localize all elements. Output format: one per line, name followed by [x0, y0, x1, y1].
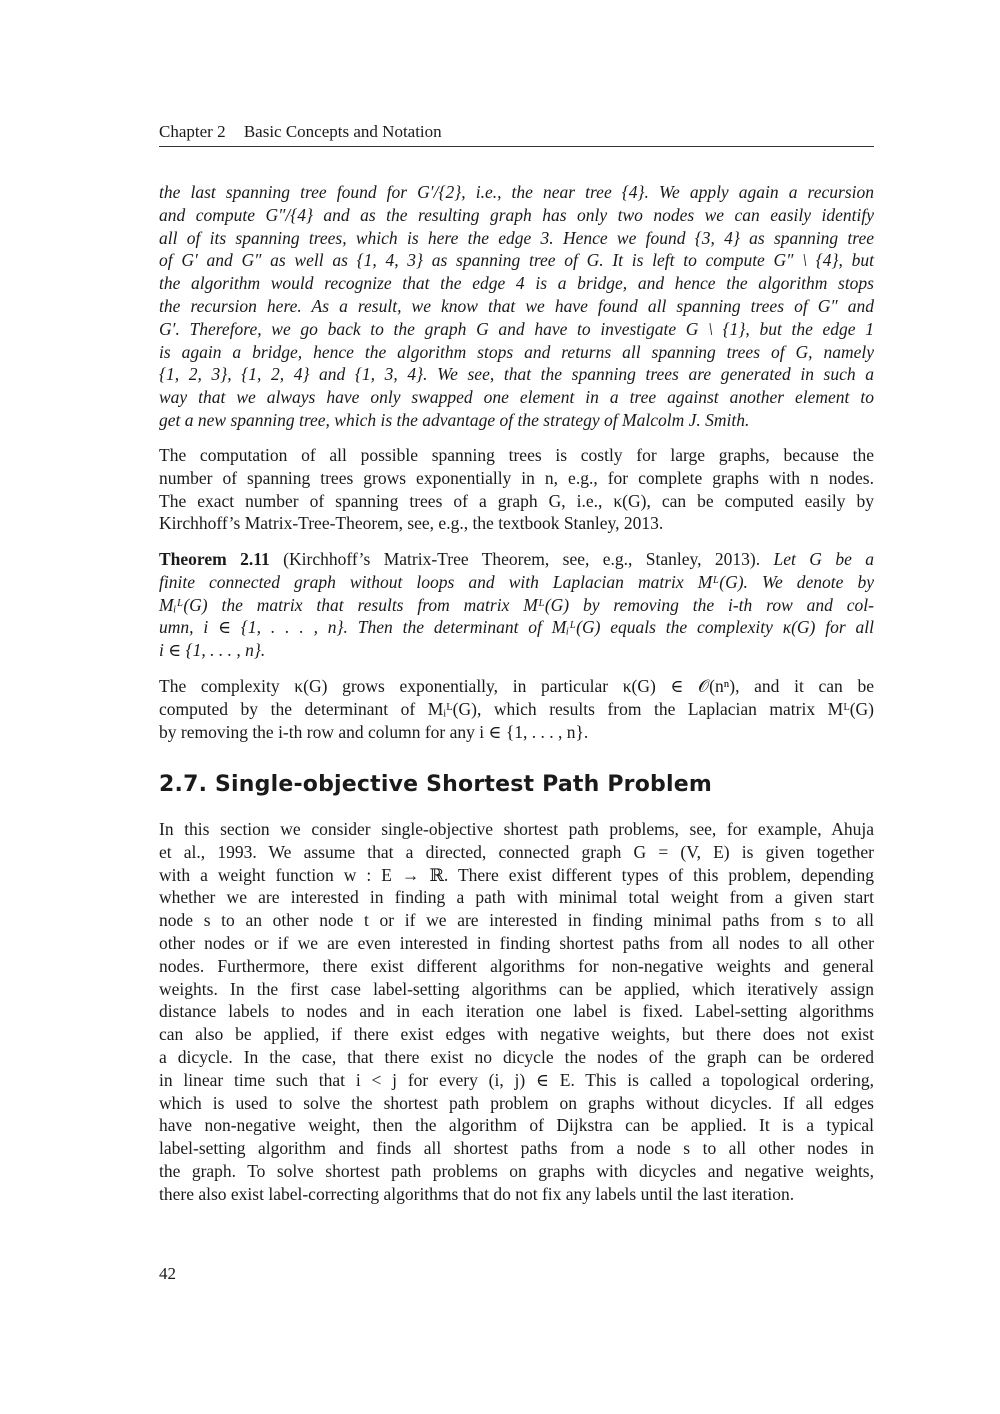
text-line: In this section we consider single-objective shortest path problems, see, for example, Ahuja [159, 819, 874, 839]
running-header [159, 122, 874, 142]
text-line: the last spanning tree found for G′/{2}, i.e., the near tree {4}. We apply again a recursion [159, 182, 874, 202]
text-line: nodes. Furthermore, there exist different algorithms for non-negative weights and general [159, 955, 874, 976]
text-line: weights. In the first case label-setting algorithms can be applied, which iteratively assign [159, 978, 874, 999]
section-paragraph [159, 818, 874, 1206]
text-line: Kirchhoff’s Matrix-Tree-Theorem, see, e.g., the textbook Stanley, 2013. [159, 513, 664, 534]
theorem-label: Theorem 2.11 [159, 549, 270, 569]
text-line: the graph. To solve shortest path problems on graphs with dicycles and negative weights, [159, 1160, 874, 1181]
text-line: The computation of all possible spanning trees is costly for large graphs, because the [159, 445, 874, 465]
header-rule [159, 146, 874, 147]
text-line: all of its spanning trees, which is here the edge 3. Hence we found {3, 4} as spanning tree [159, 227, 874, 248]
text-line: of G′ and G″ as well as {1, 4, 3} as spanning tree of G. It is left to compute G″ \ {4}, but [159, 250, 874, 271]
text-line: have non-negative weight, then the algorithm of Dijkstra can be applied. It is a typical [159, 1115, 874, 1136]
text-line: by removing the i-th row and column for any i ∈ {1, . . . , n}. [159, 721, 589, 742]
page-number: 42 [159, 1264, 176, 1283]
computation-paragraph [159, 444, 874, 535]
text-line: and compute G″/{4} and as the resulting graph has only two nodes we can easily identify [159, 204, 874, 225]
text-line: label-setting algorithm and finds all shortest paths from a node s to all other nodes in [159, 1138, 874, 1159]
text-line: G′. Therefore, we go back to the graph G and have to investigate G \ {1}, but the edge 1 [159, 318, 874, 339]
section-heading: 2.7. Single-objective Shortest Path Problem [159, 772, 712, 797]
text-line: {1, 2, 3}, {1, 2, 4} and {1, 3, 4}. We see, that the spanning trees are generated in such a [159, 364, 874, 385]
text-line: The exact number of spanning trees of a graph G, i.e., κ(G), can be computed easily by [159, 490, 874, 511]
theorem-statement-start: Let G be a [760, 549, 874, 569]
text-line: umn, i ∈ {1, . . . , n}. Then the determinant of Mᵢᴸ(G) equals the complexity κ(G) for all [159, 617, 874, 638]
text-line: way that we always have only swapped one element in a tree against another element to [159, 387, 874, 408]
complexity-paragraph [159, 675, 874, 743]
text-line: finite connected graph without loops and with Laplacian matrix Mᴸ(G). We denote by [159, 571, 874, 592]
example-paragraph [159, 181, 874, 432]
theorem-first-line [159, 548, 874, 571]
chapter-number: Chapter 2 [159, 122, 226, 141]
text-line: can also be applied, if there exist edges with negative weights, but there does not exist [159, 1024, 874, 1045]
text-line: whether we are interested in finding a path with minimal total weight from a given start [159, 887, 874, 908]
text-line: number of spanning trees grows exponentially in n, e.g., for complete graphs with n nodes. [159, 467, 874, 488]
theorem-2-11 [159, 548, 874, 662]
text-line: et al., 1993. We assume that a directed, connected graph G = (V, E) is given together [159, 841, 874, 862]
text-line: Mᵢᴸ(G) the matrix that results from matrix Mᴸ(G) by removing the i-th row and col- [159, 594, 874, 615]
text-line: which is used to solve the shortest path problem on graphs without dicycles. If all edges [159, 1092, 874, 1113]
text-line: the recursion here. As a result, we know that we have found all spanning trees of G″ and [159, 295, 874, 316]
text-line: the algorithm would recognize that the edge 4 is a bridge, and hence the algorithm stops [159, 273, 874, 294]
text-line: computed by the determinant of Mᵢᴸ(G), which results from the Laplacian matrix Mᴸ(G) [159, 698, 874, 719]
text-line: is again a bridge, hence the algorithm stops and returns all spanning trees of G, namely [159, 341, 874, 362]
text-line: with a weight function w : E → ℝ. There exist different types of this problem, depending [159, 864, 874, 885]
text-line: other nodes or if we are even interested in finding shortest paths from all nodes to all other [159, 932, 874, 953]
text-line: The complexity κ(G) grows exponentially, in particular κ(G) ∈ 𝒪(nⁿ), and it can be [159, 676, 874, 696]
text-line: i ∈ {1, . . . , n}. [159, 640, 266, 661]
theorem-note: (Kirchhoff’s Matrix-Tree Theorem, see, e.g., Stanley, 2013). [269, 549, 761, 569]
text-line: get a new spanning tree, which is the advantage of the strategy of Malcolm J. Smith. [159, 409, 750, 430]
chapter-title: Basic Concepts and Notation [243, 122, 442, 141]
text-line: distance labels to nodes and in each iteration one label is fixed. Label-setting algorithms [159, 1001, 874, 1022]
text-line: in linear time such that i < j for every (i, j) ∈ E. This is called a topological ordering, [159, 1069, 874, 1090]
text-line: node s to an other node t or if we are interested in finding minimal paths from s to all [159, 910, 874, 931]
text-line: a dicycle. In the case, that there exist no dicycle the nodes of the graph can be ordered [159, 1046, 874, 1067]
text-line: there also exist label-correcting algorithms that do not fix any labels until the last iteration. [159, 1183, 795, 1204]
